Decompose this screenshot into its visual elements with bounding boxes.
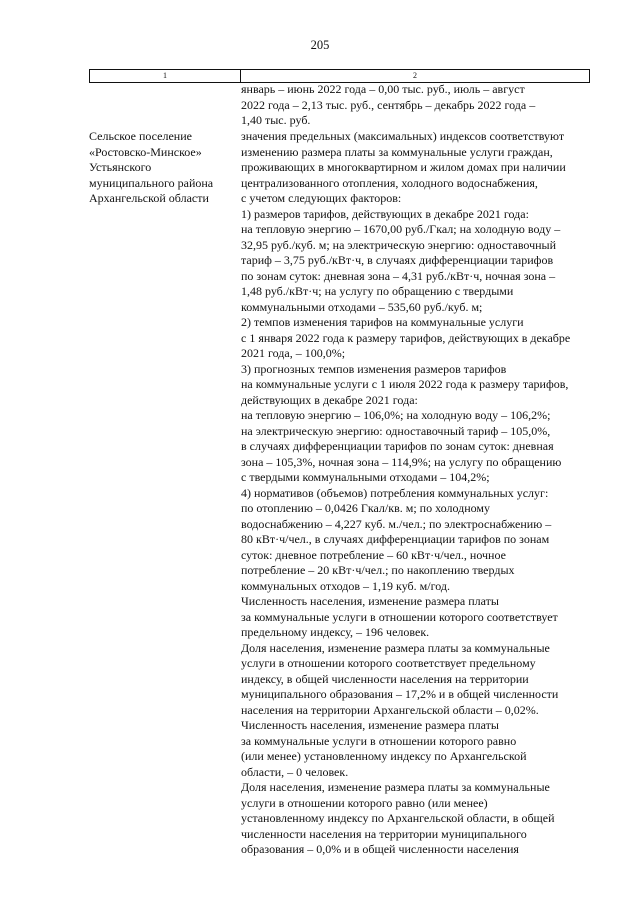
municipality-line: «Ростовско-Минское»: [89, 144, 202, 159]
content-line: на электрическую энергию: одноставочный тариф – 105,0%,: [241, 423, 551, 438]
content-line: услуги в отношении которого равно (или менее): [241, 795, 488, 810]
content-line: 4) нормативов (объемов) потребления коммунальных услуг:: [241, 485, 549, 500]
content-line: населения на территории Архангельской области – 0,02%.: [241, 702, 539, 717]
content-line: 3) прогнозных темпов изменения размеров тарифов: [241, 361, 507, 376]
content-line: суток: дневное потребление – 60 кВт·ч/чел., ночное: [241, 547, 506, 562]
content-line: по отоплению – 0,0426 Гкал/кв. м; по холодному: [241, 501, 490, 515]
content-line: 32,95 руб./куб. м; на электрическую энергию: одноставочный: [241, 237, 557, 252]
document-table: [89, 69, 590, 856]
content-line: численности населения на территории муниципального: [241, 826, 527, 841]
content-line: на тепловую энергию – 106,0%; на холодную воду – 106,2%;: [241, 408, 551, 422]
content-line: 80 кВт·ч/чел., в случаях дифференциации тарифов по зонам: [241, 532, 550, 546]
content-line: с 1 января 2022 года к размеру тарифов, действующих в декабре: [241, 330, 571, 345]
content-line: с твердыми коммунальными отходами – 104,2%;: [241, 470, 490, 484]
column-2-header: 2: [413, 71, 417, 80]
content-line: за коммунальные услуги в отношении которого равно: [241, 733, 517, 748]
content-line: области, – 0 человек.: [241, 764, 349, 779]
continuation-text: [241, 82, 590, 129]
content-line: образования – 0,0% и в общей численности населения: [241, 842, 519, 856]
content-line: проживающих в многоквартирном и жилом домах при наличии: [241, 160, 566, 174]
municipality-line: Устьянского: [89, 160, 152, 174]
content-line: 1,48 руб./кВт·ч; на услугу по обращению с твердыми: [241, 284, 514, 298]
table-header-row: [89, 69, 590, 83]
municipality-cell: [89, 129, 237, 207]
municipality-line: муниципального района: [89, 175, 214, 190]
content-line: коммунальными отходами – 535,60 руб./куб. м;: [241, 299, 483, 314]
content-line: на коммунальные услуги с 1 июля 2022 года к размеру тарифов,: [241, 377, 569, 391]
municipality-line: Архангельской области: [89, 191, 209, 205]
content-line: действующих в декабре 2021 года:: [241, 392, 418, 407]
content-line: индексу, в общей численности населения на территории: [241, 671, 529, 686]
content-line: Доля населения, изменение размера платы за коммунальные: [241, 640, 550, 655]
content-line: за коммунальные услуги в отношении которого соответствует: [241, 609, 558, 624]
content-line: услуги в отношении которого соответствует предельному: [241, 656, 536, 670]
content-line: Доля населения, изменение размера платы за коммунальные: [241, 780, 550, 794]
content-line: 2021 года, – 100,0%;: [241, 346, 346, 360]
content-line: с учетом следующих факторов:: [241, 191, 402, 205]
content-line: централизованного отопления, холодного водоснабжения,: [241, 175, 538, 190]
content-line: 2) темпов изменения тарифов на коммунальные услуги: [241, 315, 524, 329]
content-line: установленному индексу по Архангельской области, в общей: [241, 811, 555, 825]
content-line: (или менее) установленному индексу по Архангельской: [241, 749, 527, 763]
continuation-line: 2022 года – 2,13 тыс. руб., сентябрь – декабрь 2022 года –: [241, 97, 536, 112]
content-line: изменению размера платы за коммунальные услуги граждан,: [241, 144, 553, 159]
continuation-line: январь – июнь 2022 года – 0,00 тыс. руб., июль – август: [241, 82, 525, 96]
continuation-line: 1,40 тыс. руб.: [241, 113, 311, 127]
content-line: коммунальных отходов – 1,19 куб. м/год.: [241, 578, 450, 593]
content-line: тариф – 3,75 руб./кВт·ч, в случаях дифференциации тарифов: [241, 253, 554, 267]
page-number: 205: [310, 38, 330, 52]
content-line: 1) размеров тарифов, действующих в декабре 2021 года:: [241, 206, 529, 221]
content-line: Численность населения, изменение размера платы: [241, 718, 499, 732]
content-line: водоснабжению – 4,227 куб. м./чел.; по электроснабжению –: [241, 516, 552, 531]
content-line: предельному индексу, – 196 человек.: [241, 625, 430, 639]
content-line: на тепловую энергию – 1670,00 руб./Гкал; на холодную воду –: [241, 222, 561, 236]
content-line: зона – 105,3%, ночная зона – 114,9%; на услугу по обращению: [241, 454, 562, 469]
content-line: Численность населения, изменение размера платы: [241, 594, 499, 608]
index-description-cell: [241, 129, 590, 858]
content-line: потребление – 20 кВт·ч/чел.; по накоплению твердых: [241, 563, 515, 577]
content-line: значения предельных (максимальных) индексов соответствуют: [241, 129, 565, 143]
content-line: в случаях дифференциации тарифов по зонам суток: дневная: [241, 439, 554, 453]
municipality-line: Сельское поселение: [89, 129, 192, 143]
content-line: по зонам суток: дневная зона – 4,31 руб./кВт·ч, ночная зона –: [241, 268, 556, 283]
content-line: муниципального образования – 17,2% и в общей численности: [241, 687, 559, 701]
column-1-header: 1: [90, 70, 241, 82]
